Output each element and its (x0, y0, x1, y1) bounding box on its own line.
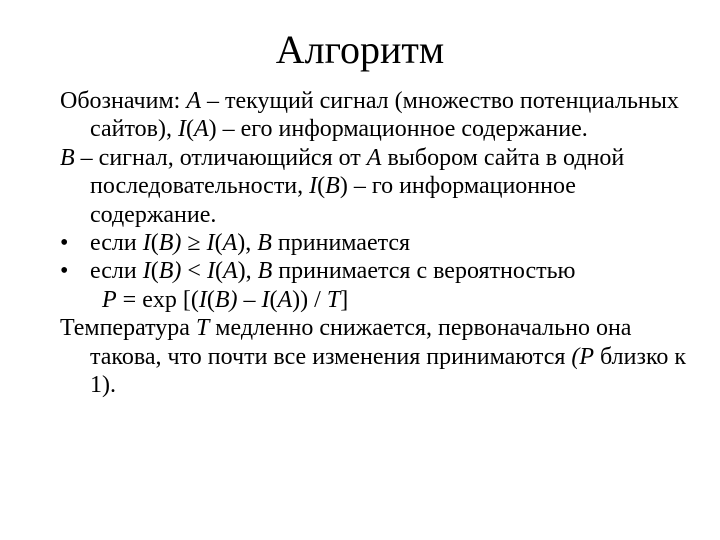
var-i: I (177, 116, 186, 143)
var-i: I (142, 258, 151, 285)
paragraph-definition-b (60, 144, 700, 229)
paragraph-definition-a (60, 87, 700, 144)
var-b: B) (158, 230, 182, 257)
var-b: B (60, 144, 75, 171)
var-t: T (195, 315, 210, 342)
text: ) – го информационное содержание. (90, 173, 576, 228)
text: ), (237, 258, 258, 285)
var-a: A (277, 286, 293, 313)
text: < (181, 258, 207, 285)
var-b: B (257, 258, 273, 285)
text: ( (150, 230, 159, 257)
var-p: (P (571, 343, 595, 370)
var-a: A (366, 144, 382, 171)
text: )) / (292, 286, 327, 313)
var-a: A (222, 230, 238, 257)
slide-title: Алгоритм (275, 27, 445, 72)
text: ( (150, 258, 159, 285)
bullet-probabilistic (60, 257, 700, 285)
var-b: B (257, 230, 272, 257)
text: близко к 1). (90, 343, 687, 399)
var-i: I (198, 286, 207, 313)
text: ( (269, 286, 278, 313)
var-p: P (102, 286, 117, 313)
var-i: I (309, 173, 318, 200)
var-t: T (326, 286, 341, 313)
paragraph-temperature (60, 314, 700, 399)
text: если (90, 258, 143, 285)
bullet-dot: • (60, 258, 69, 285)
text: ) – его информационное содержание. (208, 116, 588, 143)
text: принимается с вероятностью (272, 258, 576, 285)
bullet-dot: • (60, 230, 69, 257)
text: – текущий сигнал (множество потенциальных сайтов), (90, 88, 679, 143)
text: – (237, 286, 262, 313)
text: – сигнал, отличающийся от (74, 144, 367, 171)
text: ≥ (181, 230, 207, 257)
text: ( (206, 286, 215, 313)
text: ( (317, 173, 326, 200)
var-b: B) (158, 258, 182, 285)
text: Обозначим: (60, 88, 187, 114)
var-i: I (142, 230, 151, 257)
var-a: A (193, 116, 209, 143)
slide-body (60, 87, 700, 399)
var-b: B (325, 173, 340, 200)
text: = exp [( (116, 286, 199, 313)
text: выбором сайта в одной последовательности, (90, 144, 625, 200)
var-i: I (261, 286, 270, 313)
var-a: A (222, 258, 238, 285)
bullet-accept (60, 229, 700, 257)
probability-formula (60, 286, 700, 314)
text: ( (214, 258, 223, 285)
text: Температура (60, 315, 196, 342)
text: ), (237, 230, 258, 257)
text: медленно снижается, первоначально она такова, что почти все изменения принимаются (90, 315, 632, 370)
var-a: A (186, 88, 201, 114)
text: если (90, 230, 143, 257)
var-i: I (206, 230, 215, 257)
text: ] (340, 286, 349, 313)
var-i: I (206, 258, 215, 285)
text: принимается (271, 230, 411, 257)
text: ( (185, 116, 194, 143)
var-b: B) (214, 286, 238, 313)
text: ( (214, 230, 223, 257)
